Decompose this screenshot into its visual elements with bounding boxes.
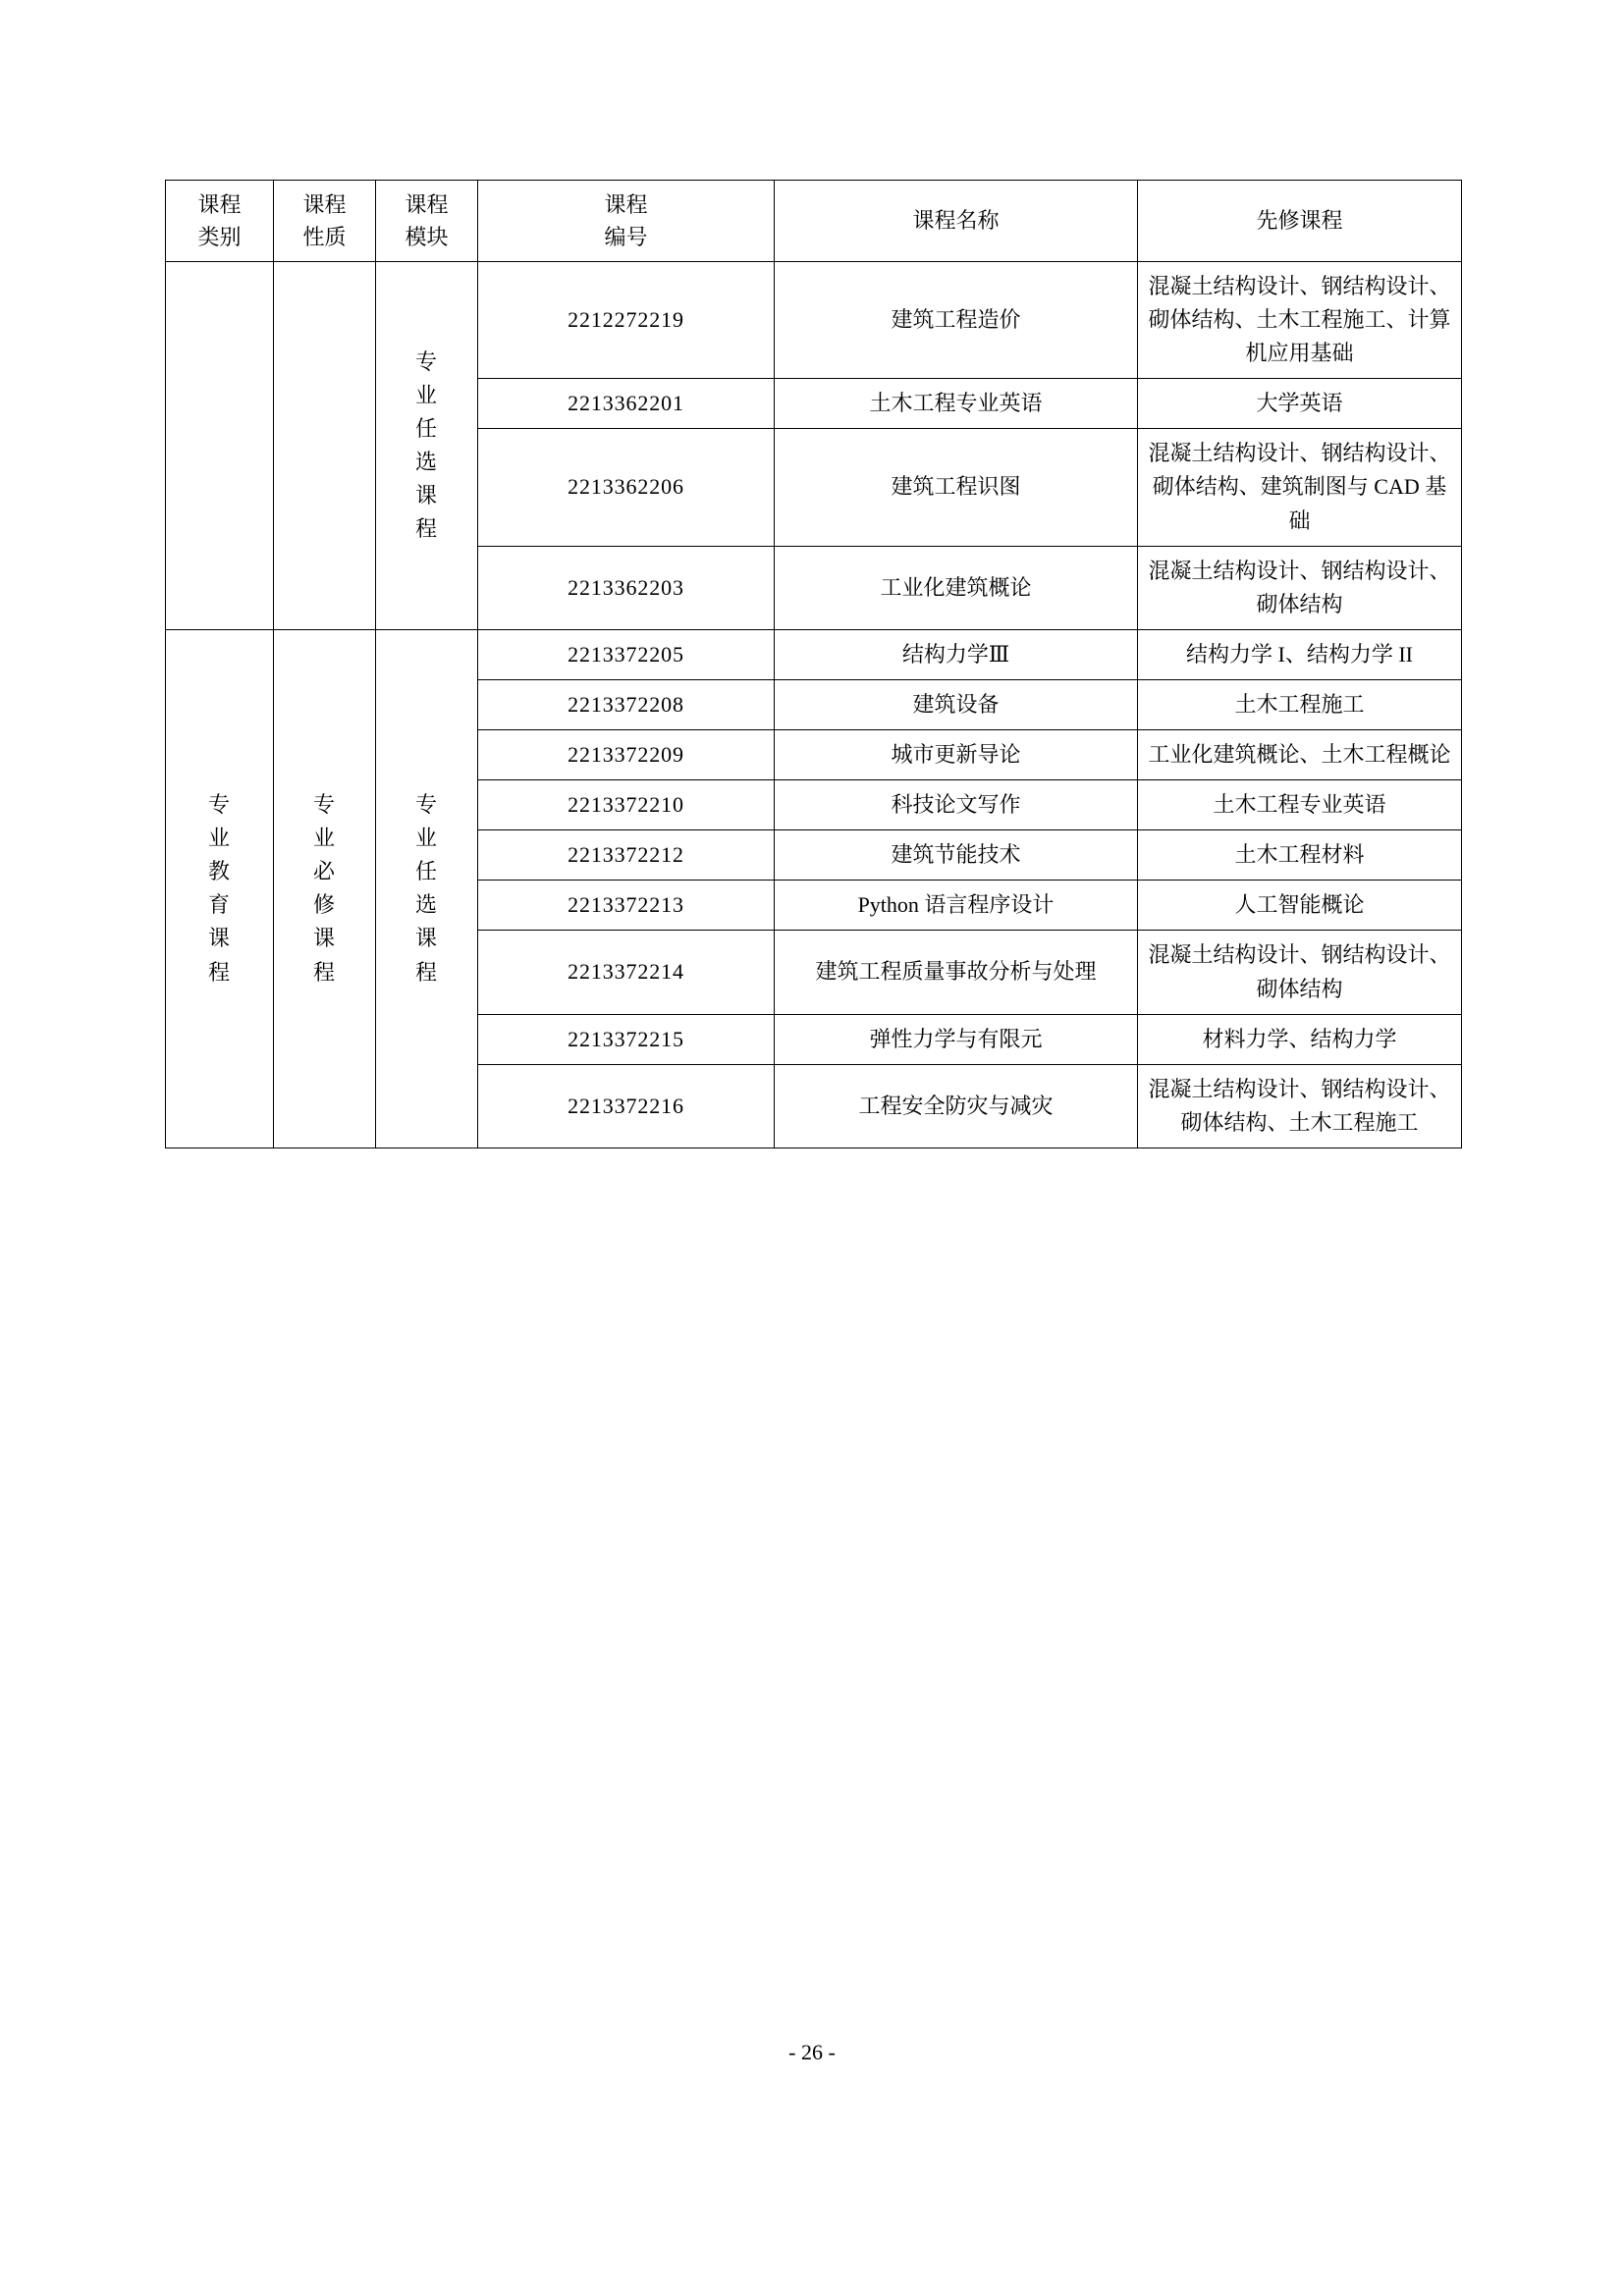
course-prereq: 土木工程施工 — [1138, 679, 1462, 729]
course-code: 2213372209 — [478, 730, 775, 780]
nature-char: 必 — [312, 859, 337, 884]
group-nature-blank — [274, 262, 376, 630]
column-header-category — [166, 181, 274, 262]
course-table — [165, 180, 1462, 1148]
course-prereq: 混凝土结构设计、钢结构设计、砌体结构、土木工程施工 — [1138, 1064, 1462, 1148]
nature-char: 程 — [312, 959, 337, 985]
course-name: 土木工程专业英语 — [775, 379, 1138, 429]
course-name: 科技论文写作 — [775, 780, 1138, 830]
module-char: 课 — [414, 483, 439, 508]
category-char: 专 — [207, 792, 232, 818]
course-prereq: 结构力学 I、结构力学 II — [1138, 629, 1462, 679]
nature-char: 业 — [312, 826, 337, 851]
table-row — [166, 262, 1462, 379]
course-prereq: 混凝土结构设计、钢结构设计、砌体结构 — [1138, 546, 1462, 629]
course-code: 2213372216 — [478, 1064, 775, 1148]
course-prereq: 土木工程材料 — [1138, 830, 1462, 881]
course-prereq: 混凝土结构设计、钢结构设计、砌体结构 — [1138, 931, 1462, 1014]
course-prereq: 工业化建筑概论、土木工程概论 — [1138, 730, 1462, 780]
course-prereq: 混凝土结构设计、钢结构设计、砌体结构、建筑制图与 CAD 基础 — [1138, 429, 1462, 546]
course-name: 建筑节能技术 — [775, 830, 1138, 881]
column-header-nature-line1: 课程 — [302, 192, 347, 217]
course-name: Python 语言程序设计 — [775, 881, 1138, 931]
course-name: 结构力学Ⅲ — [775, 629, 1138, 679]
module-char: 课 — [414, 926, 439, 951]
column-header-category-line2: 类别 — [197, 225, 242, 249]
course-code: 2213372215 — [478, 1014, 775, 1064]
module-char: 任 — [414, 415, 439, 441]
module-char: 程 — [414, 959, 439, 985]
group-module-label — [376, 262, 478, 630]
column-header-prereq: 先修课程 — [1138, 181, 1462, 262]
category-char: 业 — [207, 826, 232, 851]
table-header-row — [166, 181, 1462, 262]
course-prereq: 材料力学、结构力学 — [1138, 1014, 1462, 1064]
course-name: 建筑工程识图 — [775, 429, 1138, 546]
course-prereq: 土木工程专业英语 — [1138, 780, 1462, 830]
course-name: 弹性力学与有限元 — [775, 1014, 1138, 1064]
column-header-module-line1: 课程 — [405, 192, 449, 217]
course-prereq: 大学英语 — [1138, 379, 1462, 429]
module-char: 选 — [414, 892, 439, 918]
module-char: 任 — [414, 859, 439, 884]
course-table-container — [165, 180, 1461, 1148]
column-header-code-line2: 编号 — [604, 225, 648, 249]
course-prereq: 混凝土结构设计、钢结构设计、砌体结构、土木工程施工、计算机应用基础 — [1138, 262, 1462, 379]
category-char: 课 — [207, 926, 232, 951]
course-name: 建筑工程质量事故分析与处理 — [775, 931, 1138, 1014]
category-char: 教 — [207, 859, 232, 884]
column-header-name: 课程名称 — [775, 181, 1138, 262]
module-char: 专 — [414, 348, 439, 374]
course-prereq: 人工智能概论 — [1138, 881, 1462, 931]
module-char: 业 — [414, 382, 439, 407]
column-header-nature-line2: 性质 — [302, 225, 347, 249]
category-char: 育 — [207, 892, 232, 918]
module-char: 程 — [414, 516, 439, 542]
group-nature-label — [274, 629, 376, 1148]
column-header-module-line2: 模块 — [405, 225, 449, 249]
course-code: 2213372205 — [478, 629, 775, 679]
course-code: 2213362201 — [478, 379, 775, 429]
table-row — [166, 629, 1462, 679]
page-number: - 26 - — [788, 2040, 836, 2064]
course-name: 城市更新导论 — [775, 730, 1138, 780]
table-body — [166, 262, 1462, 1148]
course-code: 2213372212 — [478, 830, 775, 881]
module-char: 专 — [414, 792, 439, 818]
group-module-label — [376, 629, 478, 1148]
column-header-module — [376, 181, 478, 262]
nature-char: 修 — [312, 892, 337, 918]
course-code: 2213362203 — [478, 546, 775, 629]
course-code: 2213372210 — [478, 780, 775, 830]
course-code: 2213372213 — [478, 881, 775, 931]
course-code: 2213362206 — [478, 429, 775, 546]
column-header-code-line1: 课程 — [604, 192, 648, 217]
nature-char: 专 — [312, 792, 337, 818]
module-char: 选 — [414, 449, 439, 474]
course-name: 工业化建筑概论 — [775, 546, 1138, 629]
course-name: 建筑设备 — [775, 679, 1138, 729]
nature-char: 课 — [312, 926, 337, 951]
column-header-code — [478, 181, 775, 262]
course-code: 2213372208 — [478, 679, 775, 729]
course-name: 建筑工程造价 — [775, 262, 1138, 379]
module-char: 业 — [414, 826, 439, 851]
column-header-category-line1: 课程 — [197, 192, 242, 217]
course-code: 2213372214 — [478, 931, 775, 1014]
course-code: 2212272219 — [478, 262, 775, 379]
group-category-label — [166, 629, 274, 1148]
course-name: 工程安全防灾与减灾 — [775, 1064, 1138, 1148]
group-category-blank — [166, 262, 274, 630]
table-header — [166, 181, 1462, 262]
column-header-nature — [274, 181, 376, 262]
category-char: 程 — [207, 959, 232, 985]
